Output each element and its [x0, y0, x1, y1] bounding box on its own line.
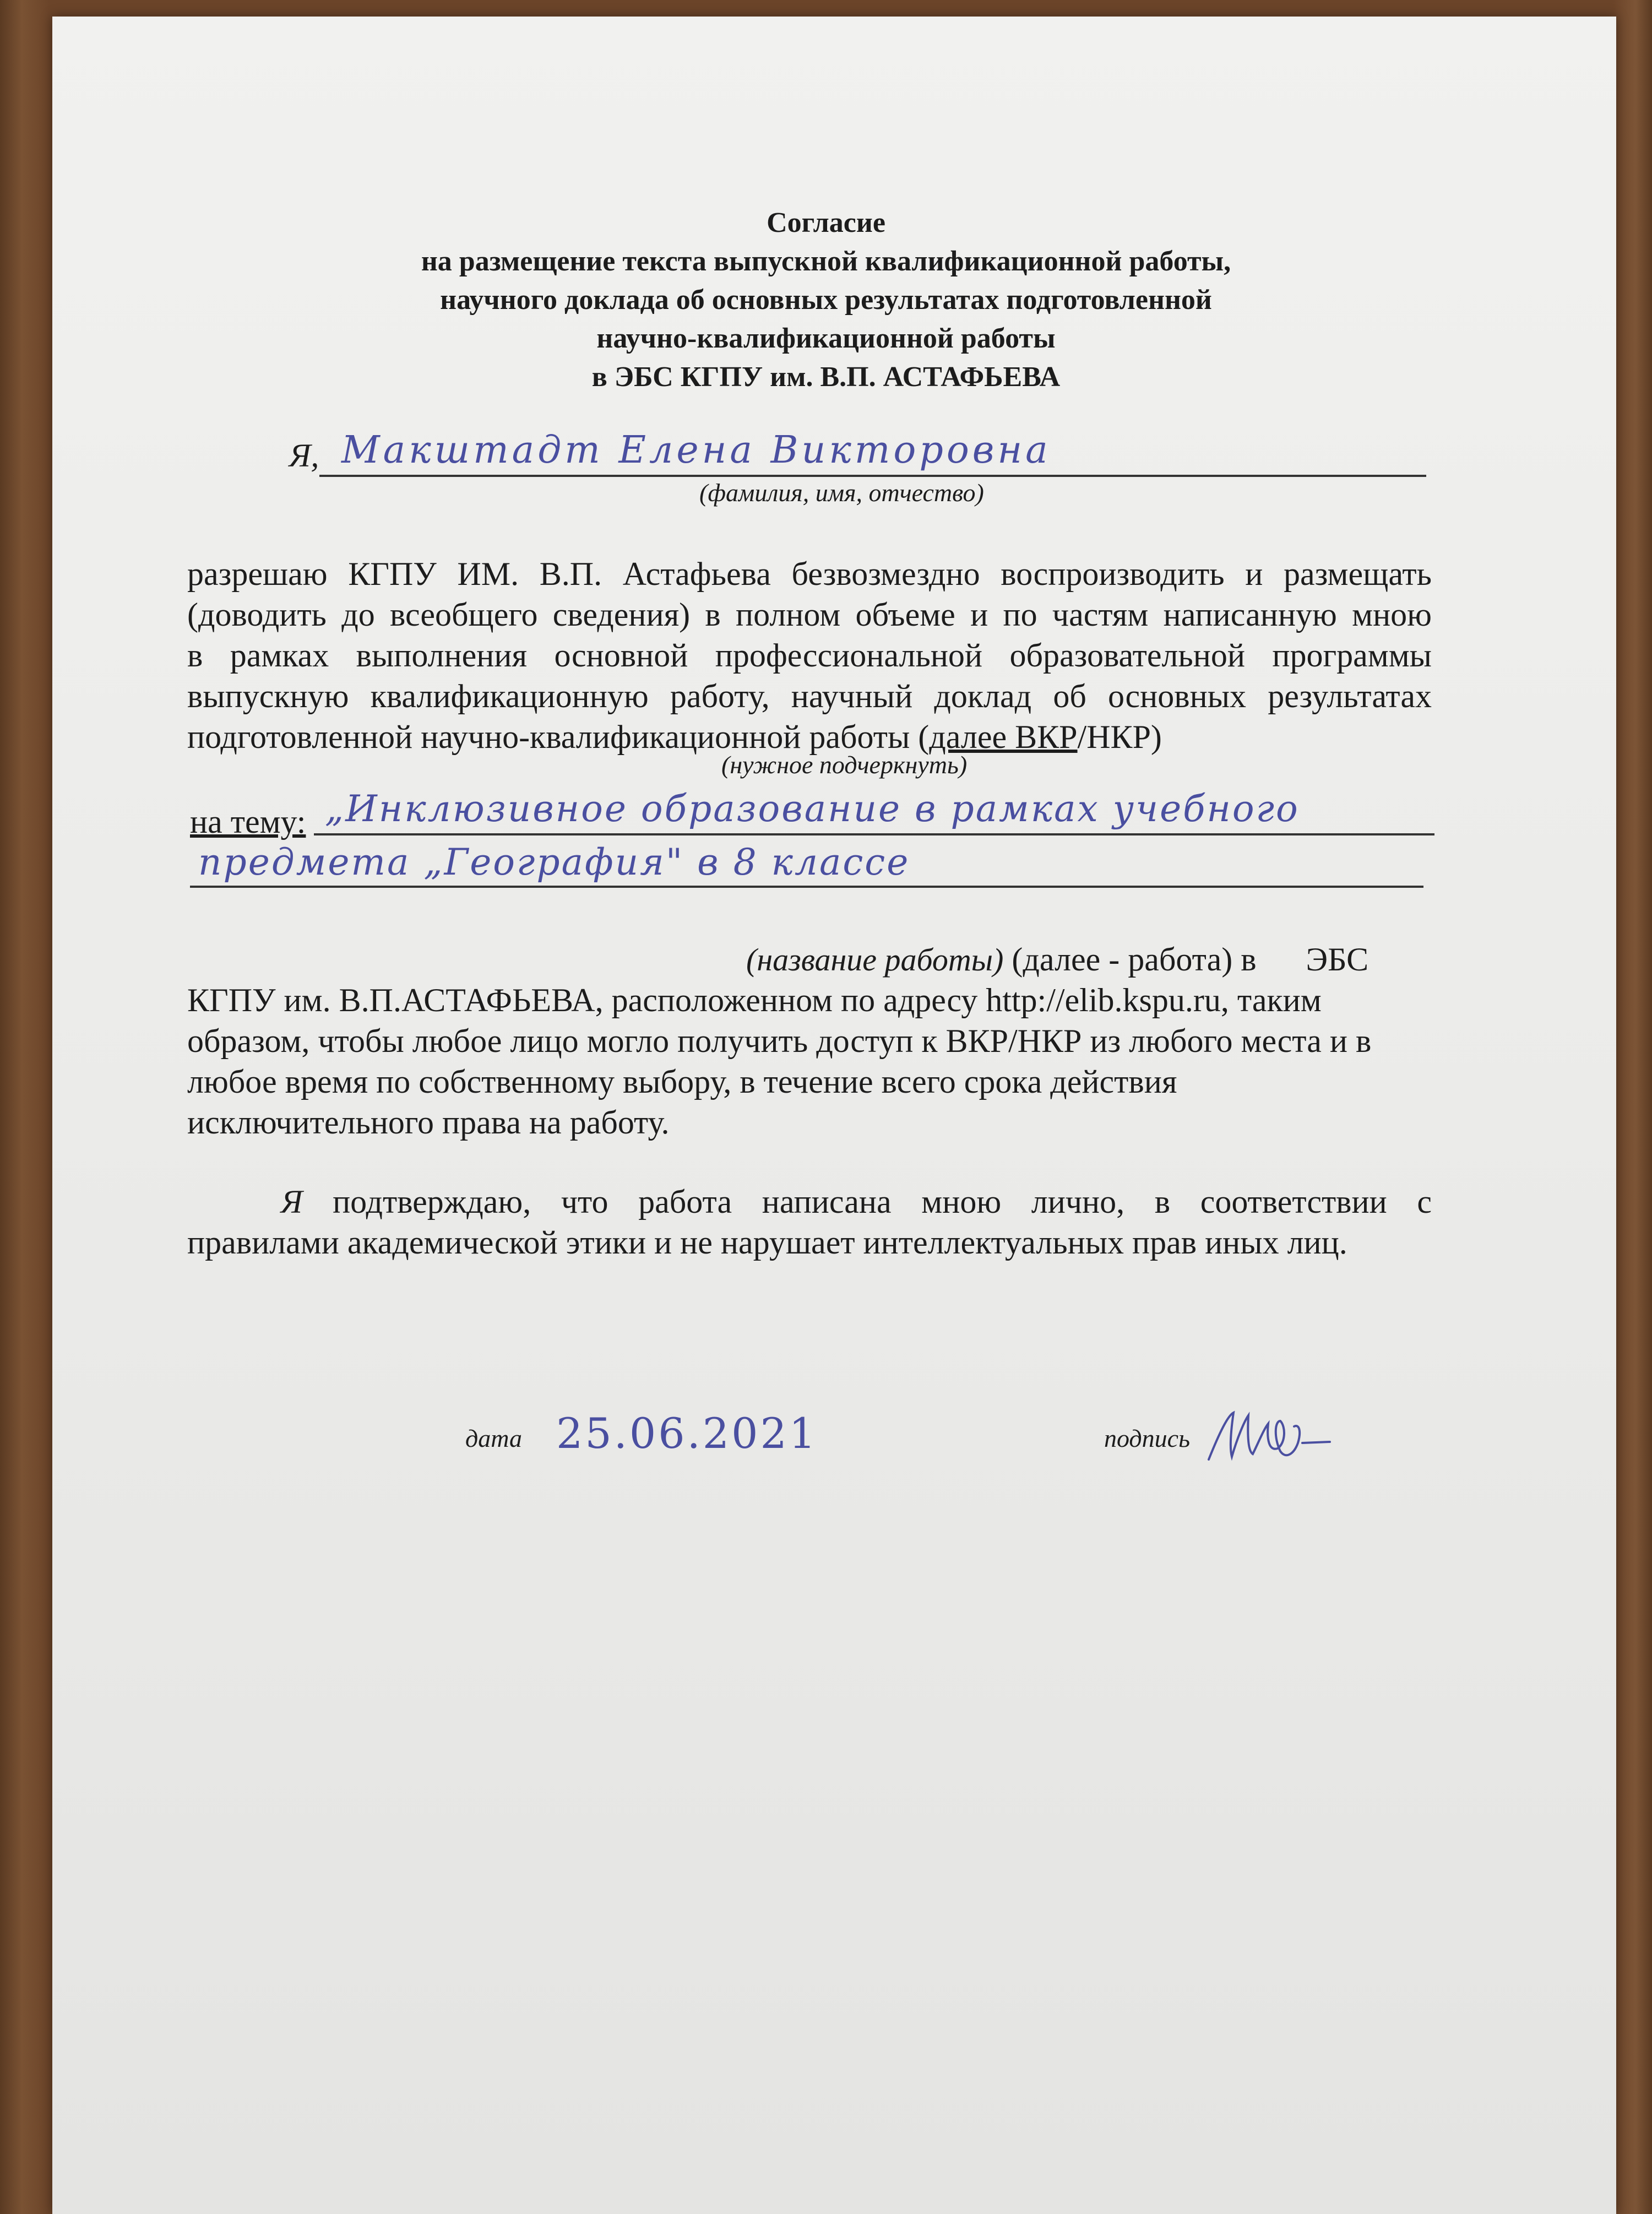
- title-line: в ЭБС КГПУ им. В.П. АСТАФЬЕВА: [591, 361, 1061, 393]
- text: подтверждаю, что работа написана мною лично, в соответствии с: [302, 1184, 1432, 1220]
- text: КГПУ им. В.П.АСТАФЬЕВА, расположенном по адресу: [187, 982, 986, 1018]
- text-line: исключительного права на работу.: [187, 1104, 670, 1141]
- topic-underline-2: [190, 886, 1423, 888]
- text-line: любое время по собственному выбору, в течение всего срока действия: [187, 1063, 1177, 1100]
- topic-label: на тему:: [190, 804, 306, 840]
- text-line: [746, 939, 1368, 980]
- text: /НКР): [1077, 719, 1162, 755]
- underline-caption: (нужное подчеркнуть): [721, 751, 968, 779]
- title-line: на размещение текста выпускной квалификационной работы,: [421, 246, 1231, 277]
- date-label: дата: [465, 1424, 523, 1452]
- confirmation-paragraph: [187, 1181, 1432, 1263]
- text-line: разрешаю КГПУ ИМ. В.П. Астафьева безвозмездно воспроизводить и размещать: [187, 556, 1432, 592]
- text: , таким: [1220, 982, 1322, 1018]
- work-title-caption: (название работы): [746, 942, 1004, 978]
- date-value[interactable]: 25.06.2021: [556, 1409, 818, 1458]
- name-value[interactable]: Макштадт Елена Викторовна: [341, 428, 1051, 472]
- title-line: Согласие: [767, 207, 885, 238]
- title-line: научно-квалификационной работы: [596, 323, 1056, 354]
- signature-image: [1203, 1399, 1346, 1470]
- text-line: [187, 980, 1322, 1021]
- elib-link[interactable]: http://elib.kspu.ru: [986, 982, 1221, 1018]
- text-line: образом, чтобы любое лицо могло получить доступ к ВКР/НКР из любого места и в: [187, 1023, 1372, 1059]
- text-line: [187, 1181, 1432, 1222]
- text: подготовленной научно-квалификационной работы (: [187, 719, 930, 755]
- topic-value-line1[interactable]: „Инклюзивное образование в рамках учебного: [325, 788, 1300, 830]
- underlined-option: далее ВКР: [929, 719, 1078, 755]
- topic-underline-1: [314, 833, 1434, 835]
- topic-value-line2[interactable]: предмета „География" в 8 классе: [198, 841, 910, 883]
- name-caption: (фамилия, имя, отчество): [699, 479, 984, 507]
- name-prefix: Я,: [289, 437, 319, 474]
- text-line: (доводить до всеобщего сведения) в полном объеме и по частям написанную мною: [187, 596, 1432, 633]
- name-underline: [319, 475, 1426, 477]
- text-line: в рамках выполнения основной профессиональной образовательной программы: [187, 637, 1432, 674]
- consent-paragraph: [187, 554, 1432, 757]
- text-line: выпускную квалификационную работу, научный доклад об основных результатах: [187, 678, 1432, 714]
- document-title: [0, 204, 1652, 397]
- title-line: научного доклада об основных результатах подготовленной: [440, 284, 1212, 316]
- signature-label: подпись: [1104, 1424, 1191, 1452]
- text: Я: [281, 1184, 303, 1220]
- text: (далее - работа) в ЭБС: [1012, 941, 1369, 978]
- text-line: правилами академической этики и не нарушает интеллектуальных прав иных лиц.: [187, 1224, 1347, 1261]
